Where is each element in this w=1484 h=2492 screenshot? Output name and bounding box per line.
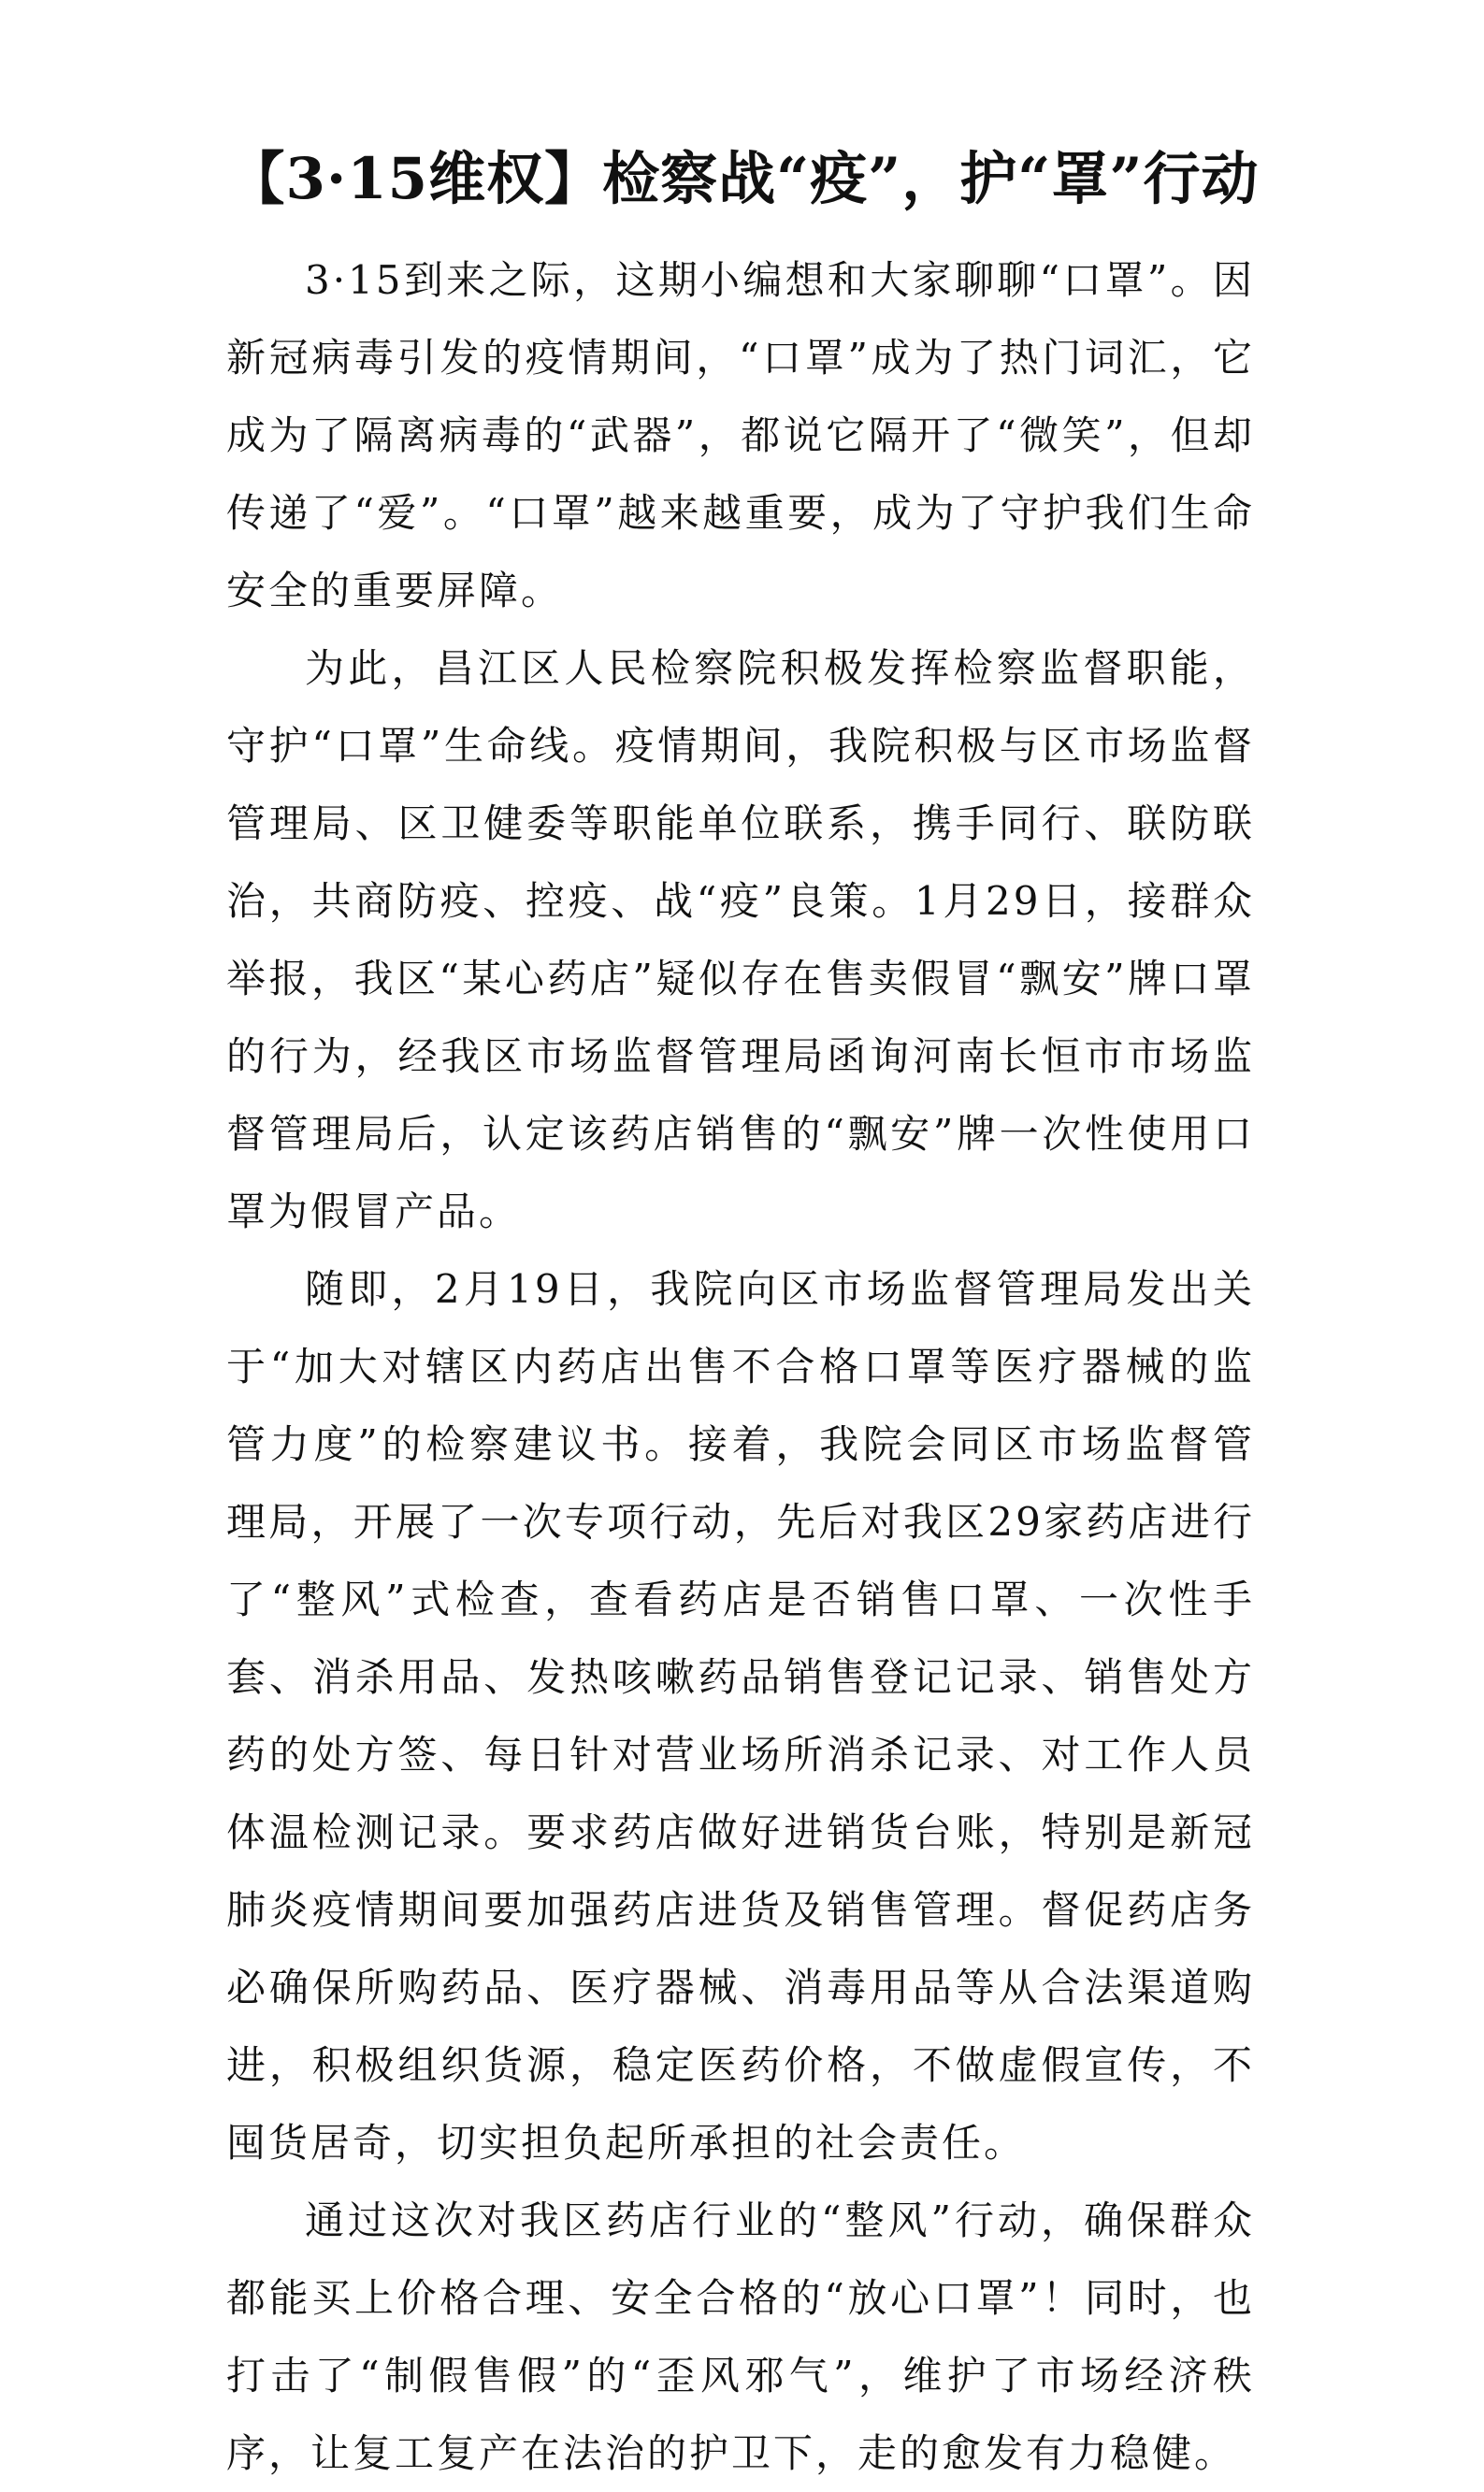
paragraph-cooperation: 为此，昌江区人民检察院积极发挥检察监督职能，守护“口罩”生命线。疫情期间，我院积极与区市场监督管理局、区卫健委等职能单位联系，携手同行、联防联治，共商防疫、控疫、战“疫”良策。1月29日，接群众举报，我区“某心药店”疑似存在售卖假冒“飘安”牌口罩的行为，经我区市场监督管理局函询河南长恒市市场监督管理局后，认定该药店销售的“飘安”牌一次性使用口罩为假冒产品。 xyxy=(226,645,1255,1234)
paragraph-inspection: 随即，2月19日，我院向区市场监督管理局发出关于“加大对辖区内药店出售不合格口罩等医疗器械的监管力度”的检察建议书。接着，我院会同区市场监督管理局，开展了一次专项行动，先后对我区29家药店进行了“整风”式检查，查看药店是否销售口罩、一次性手套、消杀用品、发热咳嗽药品销售登记记录、销售处方药的处方签、每日针对营业场所消杀记录、对工作人员体温检测记录。要求药店做好进销货台账，特别是新冠肺炎疫情期间要加强药店进货及销售管理。督促药店务必确保所购药品、医疗器械、消毒用品等从合法渠道购进，积极组织货源，稳定医药价格，不做虚假宣传，不囤货居奇，切实担负起所承担的社会责任。 xyxy=(226,1266,1255,2166)
paragraph-conclusion: 通过这次对我区药店行业的“整风”行动，确保群众都能买上价格合理、安全合格的“放心口罩”！同时，也打击了“制假售假”的“歪风邪气”，维护了市场经济秩序，让复工复产在法治的护卫下，走的愈发有力稳健。 xyxy=(226,2197,1255,2476)
paragraph-intro: 3·15到来之际，这期小编想和大家聊聊“口罩”。因新冠病毒引发的疫情期间，“口罩”成为了热门词汇，它成为了隔离病毒的“武器”，都说它隔开了“微笑”，但却传递了“爱”。“口罩”越来越重要，成为了守护我们生命安全的重要屏障。 xyxy=(226,257,1255,613)
document-body xyxy=(226,241,1255,2492)
document-title: 【3·15维权】检察战“疫”，护“罩”行动 xyxy=(227,146,1260,212)
